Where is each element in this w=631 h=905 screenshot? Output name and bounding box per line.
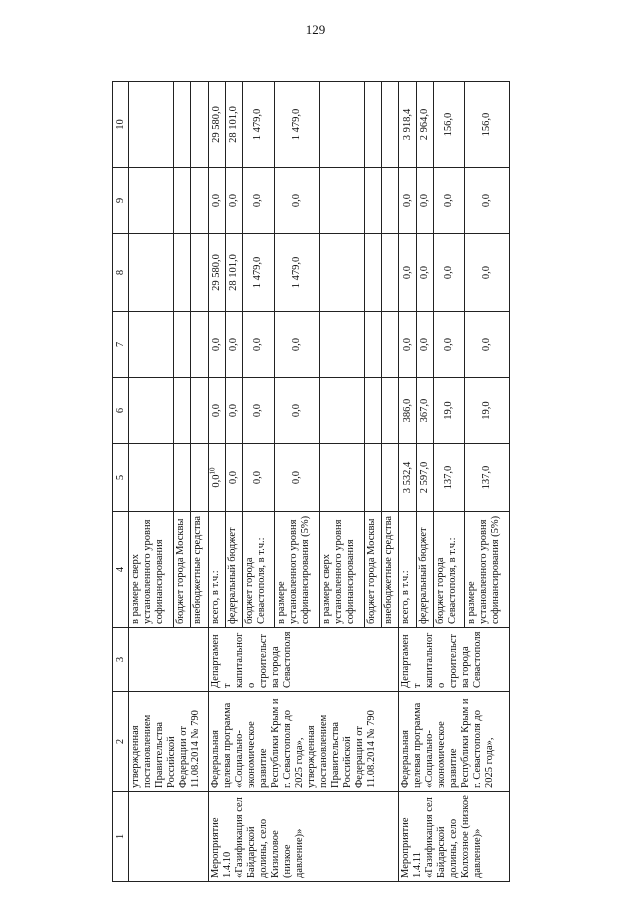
value-cell-c5 [243, 444, 274, 512]
value-cell-c5 [433, 444, 464, 512]
value-text: 1 479,0 [290, 256, 302, 289]
value-cell-c8 [399, 234, 416, 312]
source-cell: бюджет города Москвы [364, 512, 381, 628]
value-cell-c7 [208, 312, 225, 378]
executor-cell [129, 628, 209, 692]
value-text: 0,0 [290, 403, 302, 418]
value-text: 0,0 [210, 474, 222, 488]
value-text: 0,0 [210, 403, 222, 418]
measure-name-cell: Мероприятие 1.4.10 «Газификация сел Байдарской долины, село Кизиловое (низкое давление)» [208, 792, 399, 882]
value-cell-c10 [399, 82, 416, 168]
value-cell-c10 [465, 82, 510, 168]
value-cell-c10 [433, 82, 464, 168]
source-cell: федеральный бюджет [416, 512, 433, 628]
value-text: 0,0 [252, 470, 264, 485]
value-cell-c9 [225, 168, 242, 234]
source-cell: всего, в т.ч.: [399, 512, 416, 628]
value-cell-c6 [465, 378, 510, 444]
source-cell: федеральный бюджет [225, 512, 242, 628]
value-cell-c6 [225, 378, 242, 444]
value-text: 0,0 [401, 265, 413, 280]
value-text: 3 532,4 [401, 461, 413, 494]
value-cell-c10 [243, 82, 274, 168]
executor-cell: Департамент капитального строительства города Севастополя [399, 628, 510, 692]
col-header: 8 [113, 234, 129, 312]
value-text: 0,0 [418, 337, 430, 352]
value-cell-c10 [225, 82, 242, 168]
value-text: 0,0 [481, 193, 493, 208]
col-header: 7 [113, 312, 129, 378]
value-text: 137,0 [443, 465, 454, 490]
value-text: 0,0 [443, 193, 454, 208]
value-cell-c9 [208, 168, 225, 234]
value-text: 28 101,0 [228, 254, 240, 291]
value-text: 28 101,0 [228, 106, 240, 143]
value-text: 29 580,0 [210, 254, 222, 291]
value-cell-c5 [208, 444, 225, 512]
value-text: 2 597,0 [418, 461, 430, 494]
value-cell-c5 [274, 444, 319, 512]
value-cell-c7 [274, 312, 319, 378]
value-text: 0,0 [290, 337, 302, 352]
footnote-ref: 10 [208, 467, 217, 475]
value-cell-c7 [433, 312, 464, 378]
col-header: 2 [113, 692, 129, 792]
value-text: 0,0 [252, 403, 264, 418]
source-cell: бюджет города Севастополя, в т.ч.: [243, 512, 274, 628]
source-cell: в размере установленного уровня софинансирования (5%) [465, 512, 510, 628]
table-row [129, 82, 174, 882]
value-cell-c5 [364, 444, 381, 512]
value-cell-c10 [382, 82, 399, 168]
value-cell-c8 [364, 234, 381, 312]
measure-name-cell [129, 792, 209, 882]
value-cell-c5 [382, 444, 399, 512]
executor-cell: Департамент капитального строительства города Севастополя [208, 628, 399, 692]
value-cell-c7 [465, 312, 510, 378]
value-cell-c5 [225, 444, 242, 512]
value-text: 3 918,4 [401, 108, 413, 141]
value-cell-c6 [399, 378, 416, 444]
source-cell: всего, в т.ч.: [208, 512, 225, 628]
source-cell: в размере сверх установленного уровня софинансирования [319, 512, 364, 628]
value-cell-c8 [465, 234, 510, 312]
value-text: 0,0 [418, 193, 430, 208]
col-header: 4 [113, 512, 129, 628]
value-cell-c10 [416, 82, 433, 168]
value-cell-c6 [243, 378, 274, 444]
value-cell-c6 [364, 378, 381, 444]
value-cell-c10 [364, 82, 381, 168]
value-cell-c5 [399, 444, 416, 512]
col-header: 6 [113, 378, 129, 444]
value-cell-c7 [225, 312, 242, 378]
col-header: 9 [113, 168, 129, 234]
value-cell-c8 [243, 234, 274, 312]
value-text: 1 479,0 [252, 108, 264, 141]
value-cell-c9 [416, 168, 433, 234]
value-text: 1 479,0 [290, 108, 302, 141]
value-cell-c8 [274, 234, 319, 312]
value-text: 0,0 [252, 193, 264, 208]
value-cell-c7 [399, 312, 416, 378]
col-header: 10 [113, 82, 129, 168]
value-text: 19,0 [481, 401, 493, 420]
value-text: 0,0 [228, 470, 240, 485]
value-cell-c9 [399, 168, 416, 234]
value-cell-c6 [416, 378, 433, 444]
value-text: 0,0 [290, 470, 302, 485]
table-row [399, 82, 416, 882]
source-cell: бюджет города Москвы [174, 512, 191, 628]
value-text: 0,0 [290, 193, 302, 208]
program-cell: утвержденная постановлением Правительства Российской Федерации от 11.08.2014 № 790 [129, 692, 209, 792]
value-text: 156,0 [443, 112, 454, 137]
value-cell-c8 [416, 234, 433, 312]
value-text: 29 580,0 [210, 106, 222, 143]
value-cell-c6 [208, 378, 225, 444]
value-cell-c6 [382, 378, 399, 444]
col-header: 1 [113, 792, 129, 882]
source-cell: в размере установленного уровня софинансирования (5%) [274, 512, 319, 628]
value-text: 0,0 [481, 337, 493, 352]
value-text: 137,0 [481, 465, 493, 490]
value-cell-c8 [382, 234, 399, 312]
value-text: 0,0 [401, 337, 413, 352]
value-cell-c9 [274, 168, 319, 234]
value-text: 386,0 [401, 398, 413, 423]
header-row [113, 82, 129, 882]
budget-table-rotated [112, 82, 510, 882]
value-text: 0,0 [252, 337, 264, 352]
value-text: 0,0 [418, 265, 430, 280]
source-cell: внебюджетные средства [191, 512, 208, 628]
value-cell-c7 [243, 312, 274, 378]
value-cell-c5 [416, 444, 433, 512]
value-cell-c5 [319, 444, 364, 512]
value-cell-c7 [382, 312, 399, 378]
value-text: 0,0 [443, 265, 454, 280]
value-text: 2 964,0 [418, 108, 430, 141]
program-cell: Федеральная целевая программа «Социально-экономическое развитие Республики Крым и г. Севастополя до 2025 года», [399, 692, 510, 792]
value-text: 0,0 [481, 265, 493, 280]
col-header: 3 [113, 628, 129, 692]
value-cell-c9 [319, 168, 364, 234]
value-cell-c6 [433, 378, 464, 444]
value-text: 19,0 [443, 401, 454, 420]
value-cell-c7 [364, 312, 381, 378]
source-cell: бюджет города Севастополя, в т.ч.: [433, 512, 464, 628]
source-cell: в размере сверх установленного уровня софинансирования [129, 512, 174, 628]
col-header: 5 [113, 444, 129, 512]
value-text: 0,0 [228, 337, 240, 352]
value-cell-c10 [319, 82, 364, 168]
budget-table [112, 81, 510, 882]
value-text: 0,0 [210, 337, 222, 352]
value-cell-c9 [364, 168, 381, 234]
value-cell-c6 [274, 378, 319, 444]
value-cell-c9 [465, 168, 510, 234]
program-cell: Федеральная целевая программа «Социально-экономическое развитие Республики Крым и г. Севастополя до 2025 года», утвержденная постановлением Правительства Российской Федерации от 11.08.2014 № 790 [208, 692, 399, 792]
value-cell-c9 [243, 168, 274, 234]
value-cell-c10 [208, 82, 225, 168]
value-cell-c10 [274, 82, 319, 168]
value-cell-c6 [319, 378, 364, 444]
value-text: 367,0 [418, 398, 430, 423]
value-text: 0,0 [228, 193, 240, 208]
value-cell-c9 [382, 168, 399, 234]
source-cell: внебюджетные средства [382, 512, 399, 628]
value-cell-c5 [465, 444, 510, 512]
value-text: 0,0 [210, 193, 222, 208]
value-cell-c8 [319, 234, 364, 312]
table-row [208, 82, 225, 882]
value-cell-c7 [416, 312, 433, 378]
value-text: 0,0 [401, 193, 413, 208]
value-cell-c8 [433, 234, 464, 312]
value-text: 156,0 [481, 112, 493, 137]
value-cell-c9 [433, 168, 464, 234]
value-text: 0,0 [443, 337, 454, 352]
value-cell-c8 [208, 234, 225, 312]
value-cell-c7 [319, 312, 364, 378]
measure-name-cell: Мероприятие 1.4.11 «Газификация сел Байдарской долины, село Колхозное (низкое давление)» [399, 792, 510, 882]
value-cell-c8 [225, 234, 242, 312]
page-number: 129 [305, 22, 326, 37]
value-text: 1 479,0 [252, 256, 264, 289]
value-text: 0,0 [228, 403, 240, 418]
